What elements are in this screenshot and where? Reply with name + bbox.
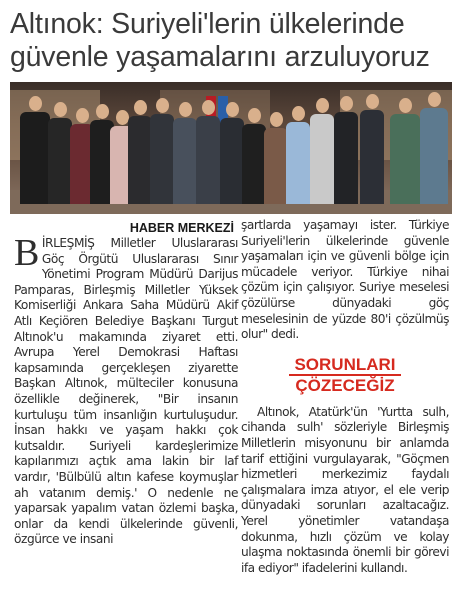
left-column	[14, 220, 238, 548]
subhead-line-1: SORUNLARI	[289, 355, 401, 376]
right-column	[241, 218, 449, 576]
subhead-line-2: ÇÖZECEĞİZ	[295, 375, 395, 395]
right-column-text-1: şartlarda yaşamayı ister. Türkiye Suriyeli'lerin ülkelerinde güvenle yaşamaları için ve güvenli bölge için mücadele veriyor. Türkiye nihai çözüm için çalışıyor. Suriye meselesi çözülürse dünyadaki göç meselesinin de yüzde 80'i çözülmüş olur" dedi.	[241, 218, 449, 342]
article-headline: Altınok: Suriyeli'lerin ülkelerinde güvenle yaşamalarını arzuluyoruz	[10, 8, 430, 73]
byline: HABER MERKEZİ	[129, 221, 234, 235]
drop-cap: B	[14, 232, 39, 274]
right-column-text-2: Altınok, Atatürk'ün 'Yurtta sulh, cihanda sulh' sözleriyle Birleşmiş Milletlerin misyonunu bir anlamda tarif ettiğini vurgulayarak, "Göçmen hizmetleri merkezimiz faydalı çalışmalara imza atıyor, el ele verip dünyadaki sorunları azaltacağız. Yerel yönetimler vatandaşa dokunma, hızlı çözüm ve kolay ulaşma noktasında önemli bir görevi ifa ediyor" ifadelerini kullandı.	[241, 404, 449, 575]
subhead	[241, 355, 449, 395]
left-column-text: İRLEŞMİŞ Milletler Uluslararası Göç Örgütü Uluslararası Sınır Yönetimi Program Müdürü Darijus Pamparas, Birleşmiş Milletler Yüksek Komiserliği Ankara Saha Müdürü Akif Atlı Keçiören Belediye Başkanı Turgut Altınok'u makamında ziyaret etti. Avrupa Yerel Demokrasi Haftası kapsamında gerçekleşen ziyarette Başkan Altınok, mülteciler konusuna özellikle değinerek, "Bir insanın kurtuluşu tüm insanlığın kurtuluşudur. İnsan hakkı ve yaşam hakkı çok kutsaldır. Suriyeli kardeşlerimize kapılarımızı açtık ama lakin bir laf vardır, 'Bülbülü altın kafese koymuşlar ah vatanım demiş.' O nedenle ne yaparsak yapalım vatan özlemi başka, onlar da kendi ülkelerinde güvenli, özgürce ve insani	[14, 236, 238, 547]
group-photo	[10, 82, 452, 214]
left-column-body	[14, 232, 238, 548]
